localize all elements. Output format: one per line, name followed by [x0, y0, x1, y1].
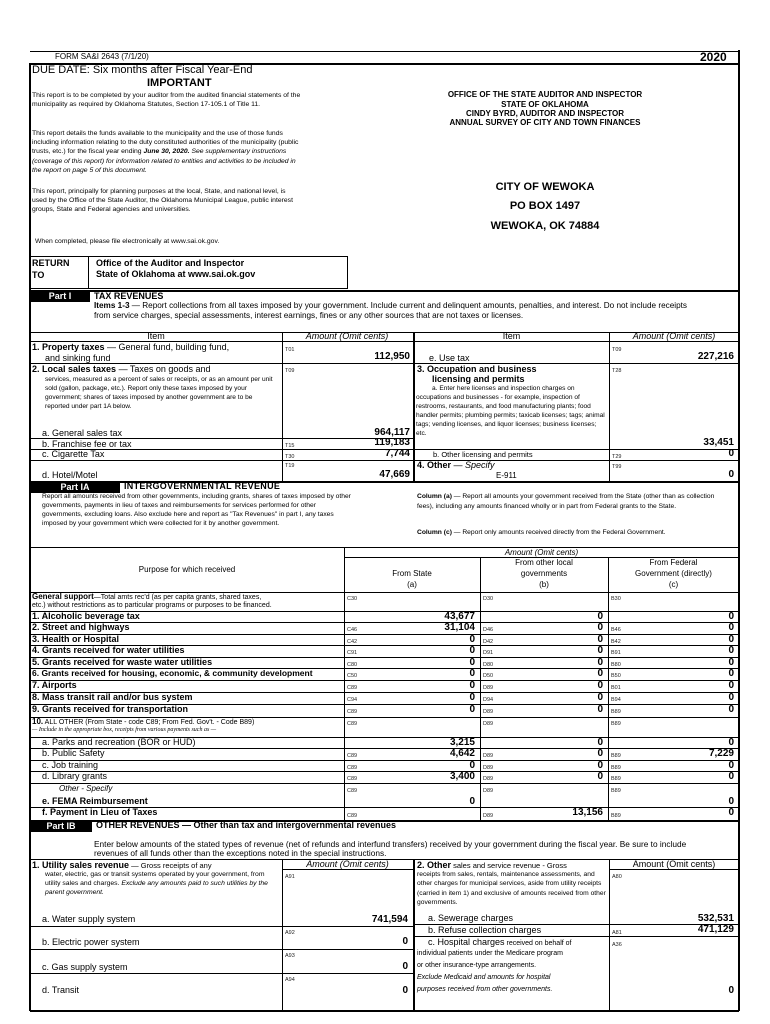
part1b-rule-a	[30, 926, 414, 927]
ia-row-label: 3. Health or Hospital	[32, 634, 120, 644]
refuse-value[interactable]: 471,129	[697, 924, 734, 935]
hospital-desc-2: or other insurance-type arrangements.	[417, 962, 537, 969]
part1b-amount-header-right: Amount (Omit cents)	[632, 859, 716, 869]
ia-row-value-b[interactable]: 0	[597, 634, 603, 645]
water-supply-code: A91	[285, 874, 295, 880]
part1b-title: OTHER REVENUES — Other than tax and intergovernmental revenues	[96, 820, 397, 830]
part1-title: TAX REVENUES	[94, 291, 164, 301]
general-support-label-2: etc.) without restrictions as to particular programs or purposes to be financed.	[32, 602, 272, 609]
return-text-1: Office of the Auditor and Inspector	[96, 258, 245, 268]
general-support-code-b: D30	[483, 596, 494, 602]
refuse-code: A81	[612, 930, 622, 936]
ia-row-value-a[interactable]: 0	[469, 680, 475, 691]
other-licensing-label: b. Other licensing and permits	[433, 450, 533, 459]
occupation-code: T28	[612, 368, 622, 374]
bottom-rule	[30, 1010, 739, 1012]
ia-row-value-b[interactable]: 0	[597, 657, 603, 668]
other-sales-code: A80	[612, 874, 622, 880]
part1a-left-instructions: Report all amounts received from other governments, including grants, shares of taxes imposed by other governments, payments in lieu of taxes and reimbursements for services performed for other governments, excluding loans. Also exclude here and report as "Tax Revenues" in part I, any taxes imposed by your government which were collected for it by another government.	[42, 493, 351, 527]
ia-row-value-a[interactable]: 0	[469, 645, 475, 656]
ia-row-code-c: B80	[611, 662, 621, 668]
part1-instructions: Items 1-3 — Report collections from all taxes imposed by your government. Include current and delinquent amounts, penalties, and interest. Do not include receipts from service charges, special assessments, interest earnings, fines or any other sources that are not taxes or licenses.	[94, 301, 688, 320]
ia-row-code-c: B42	[611, 639, 621, 645]
ia-row-value-b[interactable]: 0	[597, 611, 603, 622]
occupation-a-value[interactable]: 33,451	[703, 437, 734, 448]
return-bottom-rule	[30, 288, 348, 289]
row10-code-b: D89	[483, 721, 494, 727]
row10-code-c: B89	[611, 721, 621, 727]
ia-row-label: 8. Mass transit rail and/or bus system	[32, 692, 193, 702]
hospital-desc-1: individual patients under the Medicare program	[417, 950, 563, 957]
ia-subrow-label: b. Public Safety	[42, 748, 105, 758]
part1a-vline-3	[608, 557, 609, 821]
col-b-head-2: governments	[520, 569, 568, 578]
ia-row-code-a: C94	[347, 697, 358, 703]
other-specify-rule	[30, 783, 739, 784]
pilot-value-b[interactable]: 13,156	[572, 807, 603, 818]
purpose-header: Purpose for which received	[138, 565, 236, 574]
ia-row-label: 1. Alcoholic beverage tax	[32, 611, 140, 621]
part1-col-item-right: Item	[502, 331, 521, 341]
part1b-rule-b	[30, 949, 414, 950]
office-line-1: OFFICE OF THE STATE AUDITOR AND INSPECTOR	[447, 90, 643, 99]
hospital-code: A36	[612, 942, 622, 948]
ia-row-code-a: C50	[347, 673, 358, 679]
return-right-rule	[347, 256, 348, 288]
return-label-1: RETURN	[32, 258, 70, 268]
ia-row-label: 4. Grants received for water utilities	[32, 645, 185, 655]
water-supply-label: a. Water supply system	[42, 914, 136, 924]
important-paragraph-1: This report is to be completed by your auditor from the audited financial statements of the municipality as required by Oklahoma Statutes, Section 17-105.1 of Title 11.	[32, 92, 301, 109]
form-id: FORM SA&I 2643 (7/1/20)	[55, 52, 149, 61]
ia-row-value-a[interactable]: 0	[469, 704, 475, 715]
part1b-vline-1	[282, 859, 283, 1011]
hospital-desc-4: purposes received from other governments.	[417, 986, 553, 993]
ia-row-code-a: C91	[347, 650, 358, 656]
ia-subrow-value-c[interactable]: 0	[728, 771, 734, 782]
gas-code: A93	[285, 953, 295, 959]
ia-row-label: 5. Grants received for waste water utilities	[32, 657, 213, 667]
hospital-desc-3: Exclude Medicaid and amounts for hospital	[417, 974, 551, 981]
general-support-code-c: B30	[611, 596, 621, 602]
property-taxes-code: T01	[285, 347, 295, 353]
part1-col-amount-left: Amount (Omit cents)	[305, 331, 389, 341]
col-a-head-2: (a)	[407, 580, 417, 589]
fema-label: e. FEMA Reimbursement	[42, 796, 148, 806]
tax-other-code: T99	[612, 464, 622, 470]
ia-row-code-c: B89	[611, 709, 621, 715]
row10-note: — Include in the appropriate box, receipts from various payments such as —	[32, 727, 217, 733]
local-sales-taxes-label: 2. Local sales taxes — Taxes on goods and	[32, 364, 211, 374]
utility-sales-desc: water, electric, gas or transit systems operated by your government, from utility sales and charges. Exclude any amounts paid to such utilities by the parent government.	[45, 871, 268, 897]
ia-row-value-c[interactable]: 0	[728, 611, 734, 622]
office-line-3: CINDY BYRD, AUDITOR AND INSPECTOR	[465, 109, 625, 118]
occupation-desc: a. Enter here licenses and inspection charges on occupations and businesses - for example, inspection of restrooms, restaurants, and food manufacturing plants; food handler permits; plumbing permits; taxicab licenses; tags; animal tags; vending licenses, and liquor licenses; business licenses; etc.	[416, 385, 605, 437]
ia-row-code-a: C46	[347, 627, 358, 633]
ia-subrow-value-b[interactable]: 0	[597, 748, 603, 759]
transit-code: A94	[285, 977, 295, 983]
ia-row-value-a[interactable]: 0	[469, 668, 475, 679]
form-year: 2020	[700, 50, 727, 64]
ia-subrow-code-a: C89	[347, 765, 358, 771]
ia-row-code-b: D46	[483, 627, 494, 633]
ia-subrow-code-a: C89	[347, 753, 358, 759]
col-c-head-1: From Federal	[649, 558, 698, 567]
ia-row-value-b[interactable]: 0	[597, 692, 603, 703]
return-text-2: State of Oklahoma at www.sai.ok.gov	[96, 269, 256, 279]
property-taxes-label: 1. Property taxes — General fund, building fund,	[32, 342, 230, 352]
ia-subrow-value-c[interactable]: 0	[728, 737, 734, 748]
other-licensing-value[interactable]: 0	[728, 448, 734, 459]
ia-row-value-c[interactable]: 0	[728, 680, 734, 691]
ia-row-code-b: D94	[483, 697, 494, 703]
return-divider	[88, 256, 89, 288]
ia-subrow-code-a: C89	[347, 776, 358, 782]
ia-row-value-c[interactable]: 0	[728, 692, 734, 703]
ia-row-value-a[interactable]: 0	[469, 692, 475, 703]
property-taxes-value[interactable]: 112,950	[374, 351, 410, 362]
ia-row-code-c: B91	[611, 650, 621, 656]
ia-row-value-b[interactable]: 0	[597, 622, 603, 633]
local-sales-taxes-desc: services, measured as a percent of sales or receipts, or as an amount per unit sold (gallon, package, etc.). Report only these taxes imposed by your government; shares of taxes imposed by another government are to be reported under part 1A below.	[45, 376, 273, 410]
tax-other-value[interactable]: 0	[728, 469, 734, 480]
ia-row-value-c[interactable]: 0	[728, 657, 734, 668]
part1-rule-d	[30, 460, 414, 461]
other-licensing-code: T29	[612, 454, 622, 460]
general-support-label: General support—Total amts rec'd (as per capita grants, shared taxes,	[32, 592, 262, 601]
ia-row-value-b[interactable]: 0	[597, 680, 603, 691]
part1b-head-rule-left	[282, 869, 414, 870]
ia-row-value-b[interactable]: 0	[597, 645, 603, 656]
other-code-a: C89	[347, 788, 358, 794]
ia-row-value-c[interactable]: 0	[728, 622, 734, 633]
pilot-code-c: B89	[611, 813, 621, 819]
ia-row-label: 2. Street and highways	[32, 622, 130, 632]
part1a-title: INTERGOVERNMENTAL REVENUE	[124, 481, 281, 491]
important-paragraph-2: This report details the funds available to the municipality and the use of those funds including information relating to the duty constituted authorities of the municipality (public trusts, etc.) for the fiscal year ending June 30, 2020. See supplementary instructions (coverage of this report) for information related to entities and activities to be included in the report on page 5 of this document.	[32, 130, 299, 174]
ia-subrow-value-b[interactable]: 0	[597, 760, 603, 771]
use-tax-code: T09	[612, 347, 622, 353]
other-code-b: D89	[483, 788, 494, 794]
general-sales-tax-label: a. General sales tax	[42, 428, 123, 438]
ia-row-value-a[interactable]: 43,677	[444, 611, 475, 622]
cigarette-tax-code: T30	[285, 454, 295, 460]
electric-code: A92	[285, 930, 295, 936]
col-c-head-2: Government (directly)	[635, 569, 712, 578]
ia-row-value-a[interactable]: 31,104	[444, 622, 475, 633]
ia-row-code-a: C89	[347, 685, 358, 691]
sewerage-label: a. Sewerage charges	[428, 913, 514, 923]
part1b-amount-header-left: Amount (Omit cents)	[306, 859, 389, 869]
occupation-label-2: licensing and permits	[432, 374, 525, 384]
gas-value[interactable]: 0	[402, 961, 408, 972]
cigarette-tax-label: c. Cigarette Tax	[42, 449, 105, 459]
ia-row-label: 9. Grants received for transportation	[32, 704, 189, 714]
ia-subrow-label: d. Library grants	[42, 771, 108, 781]
part1a-tag: Part IA	[30, 482, 120, 493]
ia-row-value-a[interactable]: 0	[469, 634, 475, 645]
ia-row-code-b: D80	[483, 662, 494, 668]
ia-row-value-c[interactable]: 0	[728, 634, 734, 645]
ia-subrow-code-c: B89	[611, 765, 621, 771]
important-heading: IMPORTANT	[147, 77, 212, 89]
ia-row-value-b[interactable]: 0	[597, 704, 603, 715]
ia-row-code-a: C42	[347, 639, 358, 645]
ia-subrow-code-c: B89	[611, 753, 621, 759]
return-top-rule	[30, 256, 348, 257]
amount-header: Amount (Omit cents)	[504, 548, 579, 557]
ia-row-label: 7. Airports	[32, 680, 77, 690]
pilot-code-a: C89	[347, 813, 358, 819]
pilot-label: f. Payment in Lieu of Taxes	[42, 807, 158, 817]
city-state-zip: WEWOKA, OK 74884	[490, 220, 600, 232]
ia-row-code-b: D91	[483, 650, 494, 656]
tax-other-label: 4. Other — Specify	[417, 460, 495, 470]
city-box: PO BOX 1497	[509, 200, 581, 212]
electric-label: b. Electric power system	[42, 937, 140, 947]
part1b-instructions: Enter below amounts of the stated types of revenue (net of refunds and interfund transfers) received by your government during the fiscal year. Be sure to include revenues of all funds other than the exceptions noted in the special instructions.	[94, 839, 687, 858]
ia-subrow-value-a[interactable]: 3,215	[449, 737, 475, 748]
transit-label: d. Transit	[42, 985, 80, 995]
office-line-2: STATE OF OKLAHOMA	[501, 100, 589, 109]
ia-row-value-c[interactable]: 0	[728, 645, 734, 656]
part1-col-item-left: Item	[147, 331, 165, 341]
office-line-4: ANNUAL SURVEY OF CITY AND TOWN FINANCES	[449, 118, 641, 127]
part1b-tag: Part IB	[30, 821, 92, 832]
part1a-vline-1	[344, 547, 345, 821]
tax-other-specify: E-911	[496, 471, 517, 480]
part1b-head-rule-right	[609, 869, 739, 870]
fema-value-c[interactable]: 0	[728, 796, 734, 807]
general-support-code-a: C30	[347, 596, 358, 602]
ia-subrow-value-a[interactable]: 4,642	[449, 748, 475, 759]
ia-subrow-code-c: B89	[611, 776, 621, 782]
fema-value-a[interactable]: 0	[469, 796, 475, 807]
part1b-rule-c	[30, 973, 414, 974]
electric-value[interactable]: 0	[402, 936, 408, 947]
ia-row-code-c: B50	[611, 673, 621, 679]
pilot-value-c[interactable]: 0	[728, 807, 734, 818]
hospital-label: c. Hospital charges received on behalf of	[428, 937, 572, 947]
other-specify-label: Other - Specify	[59, 784, 113, 793]
return-label-2: TO	[32, 270, 45, 280]
ia-subrow-value-c[interactable]: 0	[728, 760, 734, 771]
part1-tag: Part I	[30, 291, 90, 302]
ia-subrow-value-b[interactable]: 0	[597, 771, 603, 782]
ia-subrow-value-a[interactable]: 0	[469, 760, 475, 771]
utility-sales-label: 1. Utility sales revenue — Gross receipts of any	[32, 860, 212, 870]
row10-label: 10. ALL OTHER (From State - code C89; From Fed. Gov't. - Code B89)	[32, 717, 255, 726]
other-code-c: B89	[611, 788, 621, 794]
other-sales-desc: receipts from sales, rentals, maintenance assessments, and other charges for municipal services, aside from utility receipts (carried in item 1) and exclusive of amounts received from other governments.	[417, 871, 606, 906]
city-name: CITY OF WEWOKA	[495, 181, 595, 193]
ia-row-code-c: B01	[611, 685, 621, 691]
col-a-head-1: From State	[392, 569, 432, 578]
hospital-value[interactable]: 0	[728, 985, 734, 996]
row10-code-a: C89	[347, 721, 358, 727]
col-b-head-3: (b)	[539, 580, 549, 589]
use-tax-label: e. Use tax	[429, 353, 470, 363]
col-b-head-1: From other local	[515, 558, 573, 567]
left-border	[29, 63, 31, 1011]
col-c-head-3: (c)	[668, 580, 679, 589]
hotel-motel-label: d. Hotel/Motel	[42, 470, 98, 480]
franchise-fee-code: T15	[285, 443, 295, 449]
ia-row-code-a: C80	[347, 662, 358, 668]
due-date: DUE DATE: Six months after Fiscal Year-End	[32, 64, 253, 76]
ia-row-code-b: D42	[483, 639, 494, 645]
occupation-label: 3. Occupation and business	[417, 364, 537, 374]
ia-subrow-value-c[interactable]: 7,229	[708, 748, 734, 759]
ia-subrow-label: a. Parks and recreation (BOR or HUD)	[42, 737, 196, 747]
ia-row-code-c: B94	[611, 697, 621, 703]
property-taxes-label-2: and sinking fund	[45, 353, 111, 363]
franchise-fee-value[interactable]: 119,183	[374, 437, 410, 448]
part1a-col-a-instructions: Column (a) — Report all amounts your government received from the State (other than as collection fees), including any amounts financed wholly or in part from Federal grants to the State.	[417, 493, 715, 510]
ia-row-value-c[interactable]: 0	[728, 704, 734, 715]
cigarette-tax-value[interactable]: 7,744	[384, 448, 410, 459]
other-sales-label: 2. Other sales and service revenue - Gross	[417, 860, 567, 870]
local-sales-taxes-code: T09	[285, 368, 295, 374]
transit-value[interactable]: 0	[402, 985, 408, 996]
use-tax-value[interactable]: 227,216	[697, 351, 734, 362]
ia-row-code-b: D89	[483, 709, 494, 715]
gas-label: c. Gas supply system	[42, 962, 128, 972]
ia-subrow-code-b: D89	[483, 765, 494, 771]
important-paragraph-4: When completed, please file electronically at www.sai.ok.gov.	[35, 238, 220, 245]
hotel-motel-value[interactable]: 47,669	[379, 469, 410, 480]
ia-row-value-b[interactable]: 0	[597, 668, 603, 679]
ia-row-code-c: B46	[611, 627, 621, 633]
part1b-vline-2	[413, 859, 415, 1011]
ia-row-code-b: D50	[483, 673, 494, 679]
ia-subrow-code-b: D89	[483, 776, 494, 782]
part1a-vline-2	[480, 557, 481, 821]
franchise-fee-label: b. Franchise fee or tax	[42, 439, 132, 449]
sewerage-value[interactable]: 532,531	[697, 913, 734, 924]
pilot-code-b: D89	[483, 813, 494, 819]
ia-row-value-c[interactable]: 0	[728, 668, 734, 679]
part1a-col-c-instructions: Column (c) — Report only amounts received directly from the Federal Government.	[417, 529, 666, 536]
ia-row-label: 6. Grants received for housing, economic, & community development	[32, 668, 313, 678]
ia-subrow-label: c. Job training	[42, 760, 99, 770]
ia-subrow-value-a[interactable]: 3,400	[449, 771, 475, 782]
ia-subrow-code-b: D89	[483, 753, 494, 759]
important-paragraph-3: This report, principally for planning purposes at the local, State, and national level, is used by the Office of the State Auditor, the Oklahoma Municipal League, public interest groups, State and Federal agencies and universities.	[32, 188, 293, 214]
ia-row-code-b: D89	[483, 685, 494, 691]
general-sales-tax-value[interactable]: 964,117	[374, 427, 410, 438]
refuse-label: b. Refuse collection charges	[428, 925, 542, 935]
ia-row-code-a: C89	[347, 709, 358, 715]
water-supply-value[interactable]: 741,594	[371, 914, 408, 925]
hotel-motel-code: T19	[285, 463, 295, 469]
part1-col-amount-right: Amount (Omit cents)	[632, 331, 716, 341]
ia-subrow-value-b[interactable]: 0	[597, 737, 603, 748]
ia-row-value-a[interactable]: 0	[469, 657, 475, 668]
part1b-vline-3	[609, 859, 610, 1011]
